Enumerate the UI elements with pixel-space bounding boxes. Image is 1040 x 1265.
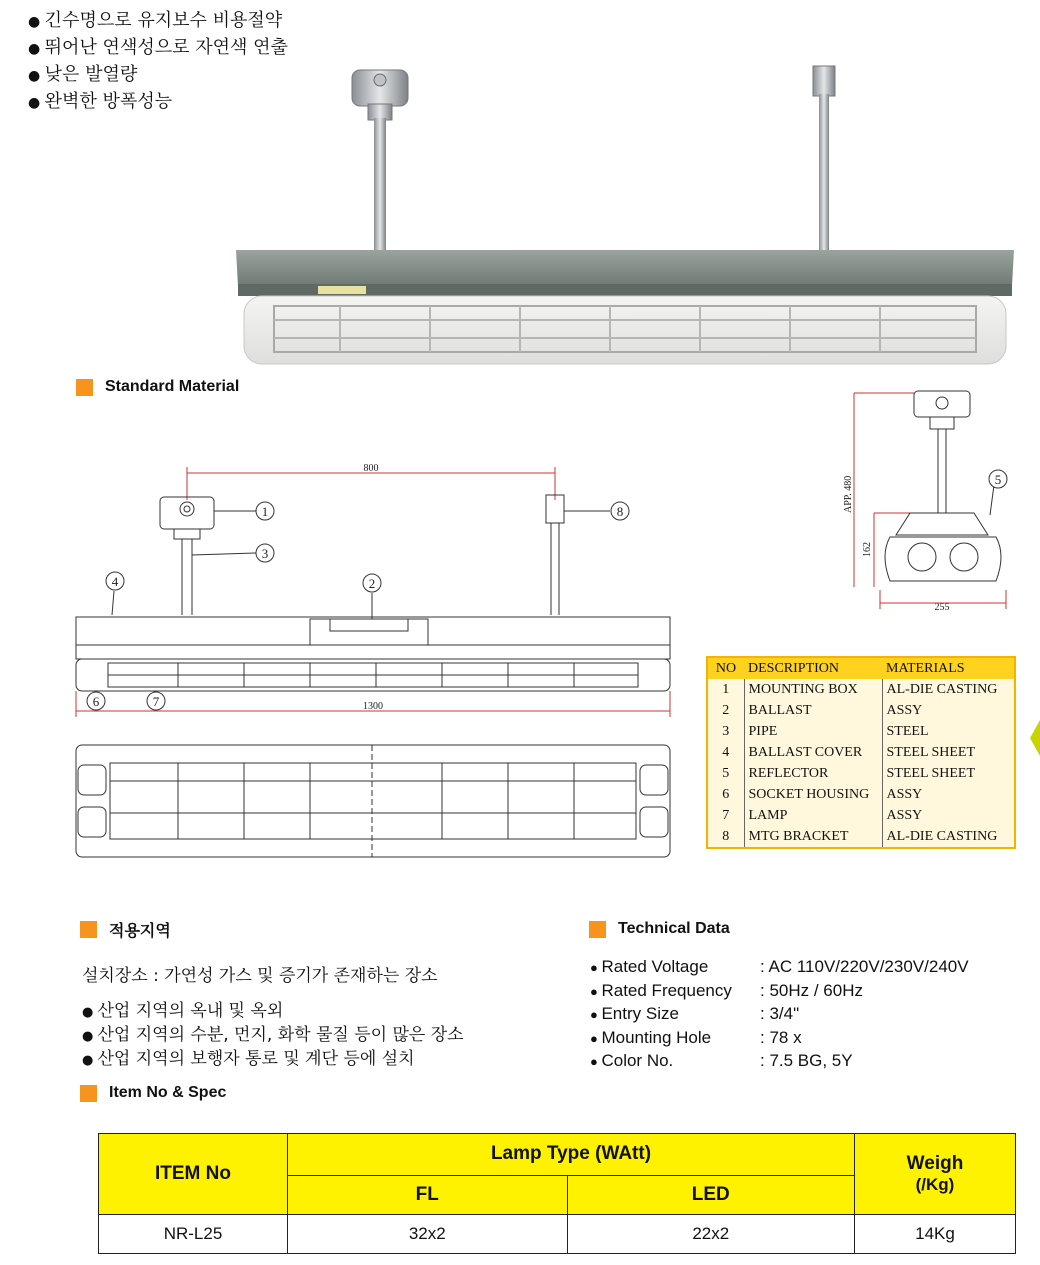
callout-8: 8 [616,504,624,519]
page-tab-marker [1030,720,1040,756]
dim-1300-label: 1300 [363,701,383,712]
table-row: 7 LAMP ASSY [708,805,1014,826]
list-item: ● 산업 지역의 수분, 먼지, 화학 물질 등이 많은 장소 [82,1024,464,1048]
col-header-description: DESCRIPTION [744,658,882,679]
dim-app480-label: APP. 480 [843,475,854,513]
section-title: Technical Data [618,920,730,937]
table-row: 2 BALLAST ASSY [708,700,1014,721]
dim-162-label: 162 [862,542,873,557]
table-row: 4 BALLAST COVER STEEL SHEET [708,742,1014,763]
fl-header: FL [288,1175,568,1215]
list-item: ● 산업 지역의 옥내 및 옥외 [82,1000,464,1024]
callout-1: 1 [261,504,269,519]
list-item: ● Mounting Hole : 78 x [590,1027,969,1051]
section-application [80,918,171,941]
application-list [82,961,464,1072]
item-no-header: ITEM No [99,1134,288,1215]
technical-data-list [590,956,969,1074]
section-item-spec [80,1084,226,1102]
col-header-no: NO [708,658,744,679]
list-item: ● Rated Voltage : AC 110V/220V/230V/240V [590,956,969,980]
install-location: 설치장소 : 가연성 가스 및 증기가 존재하는 장소 [82,966,438,986]
feature-item: ● 낮은 발열량 [28,62,288,89]
list-item: ● 산업 지역의 보행자 통로 및 계단 등에 설치 [82,1048,464,1072]
list-item: ● Rated Frequency : 50Hz / 60Hz [590,980,969,1004]
weight-cell: 14Kg [855,1215,1016,1254]
orange-square-icon [76,379,93,396]
weight-header: Weigh (/Kg) [855,1134,1016,1215]
orange-square-icon [80,1085,97,1102]
table-row: 1 MOUNTING BOX AL-DIE CASTING [708,679,1014,700]
callout-4: 4 [111,574,119,589]
callout-2: 2 [368,576,376,591]
section-standard-material [76,378,239,396]
materials-table [706,656,1016,849]
section-title: Item No & Spec [109,1084,227,1101]
front-elevation-drawing [60,455,690,865]
led-cell: 22x2 [567,1215,854,1254]
section-technical-data [589,920,730,938]
col-header-materials: MATERIALS [882,658,1014,679]
callout-5: 5 [994,472,1002,487]
dim-800-label: 800 [363,463,379,474]
table-row: 5 REFLECTOR STEEL SHEET [708,763,1014,784]
side-view-drawing [830,385,1030,615]
table-row [99,1215,1016,1254]
orange-square-icon [80,921,97,938]
callout-7: 7 [152,694,160,709]
lamp-type-header: Lamp Type (WAtt) [288,1134,855,1176]
section-title: Standard Material [105,378,240,395]
list-item: ● Entry Size : 3/4" [590,1003,969,1027]
fl-cell: 32x2 [288,1215,568,1254]
led-header: LED [567,1175,854,1215]
product-photo [230,58,1020,368]
spec-table [98,1133,1016,1254]
feature-item: ● 완벽한 방폭성능 [28,89,288,116]
list-item: ● Color No. : 7.5 BG, 5Y [590,1050,969,1074]
feature-item: ● 긴수명으로 유지보수 비용절약 [28,8,288,35]
callout-3: 3 [261,546,269,561]
callout-6: 6 [92,694,100,709]
item-no-cell: NR-L25 [99,1215,288,1254]
feature-item: ● 뛰어난 연색성으로 자연색 연출 [28,35,288,62]
table-row: 3 PIPE STEEL [708,721,1014,742]
table-row: 6 SOCKET HOUSING ASSY [708,784,1014,805]
orange-square-icon [589,921,606,938]
table-row: 8 MTG BRACKET AL-DIE CASTING [708,826,1014,847]
section-title: 적용지역 [109,923,171,940]
dim-255-label: 255 [934,602,950,613]
